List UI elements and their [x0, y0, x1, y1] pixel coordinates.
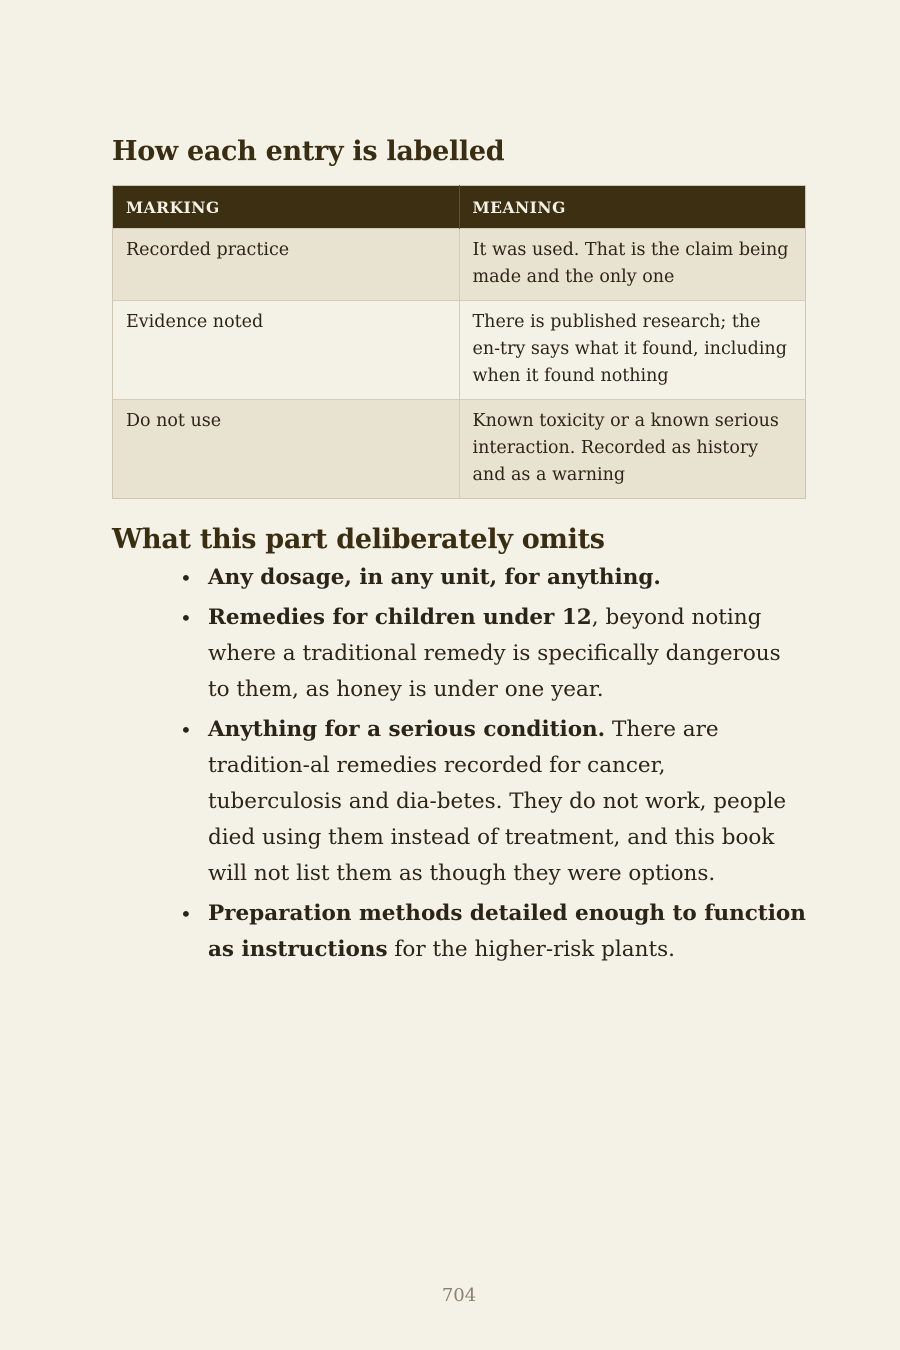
list-item-text: , beyond noting where a traditional remedy is specifically dangerous to them, as honey is under one year. — [208, 605, 781, 702]
meaning-cell: Known toxicity or a known serious interaction. Recorded as history and as a warning — [459, 400, 806, 499]
list-item-bold: Anything for a serious condition. — [208, 717, 606, 742]
list-item-text: There are tradition-al remedies recorded for cancer, tuberculosis and dia-betes. They do not work, people died using them instead of treatment, and this book will not list them as though they were options. — [208, 717, 787, 886]
column-header-meaning: MEANING — [459, 186, 806, 229]
page-content — [112, 130, 806, 972]
table-header-row — [113, 186, 806, 229]
list-item-text: for the higher-risk plants. — [387, 937, 675, 962]
list-item-bold: Any dosage, in any unit, for anything. — [208, 565, 661, 590]
bullet-icon: • — [180, 566, 192, 590]
bullet-icon: • — [180, 606, 192, 630]
marking-cell: Evidence noted — [113, 301, 460, 400]
meaning-cell: It was used. That is the claim being made and the only one — [459, 229, 806, 301]
table-row — [113, 301, 806, 400]
table-row — [113, 400, 806, 499]
meaning-cell: There is published research; the en-try says what it found, including when it found nothing — [459, 301, 806, 400]
section-heading-omits: What this part deliberately omits — [112, 524, 605, 555]
list-item — [180, 712, 806, 892]
marking-table — [112, 185, 806, 499]
section-heading-labelled: How each entry is labelled — [112, 136, 505, 167]
marking-cell: Recorded practice — [113, 229, 460, 301]
omissions-list — [112, 560, 806, 968]
list-item — [180, 896, 806, 968]
list-item-bold: Preparation methods detailed enough to function as instructions — [208, 901, 806, 962]
table-row — [113, 229, 806, 301]
page-number: 704 — [441, 1285, 477, 1306]
list-item-bold: Remedies for children under 12 — [208, 605, 592, 630]
list-item — [180, 560, 806, 596]
bullet-icon: • — [180, 718, 192, 742]
bullet-icon: • — [180, 902, 192, 926]
list-item — [180, 600, 806, 708]
column-header-marking: MARKING — [113, 186, 460, 229]
marking-cell: Do not use — [113, 400, 460, 499]
